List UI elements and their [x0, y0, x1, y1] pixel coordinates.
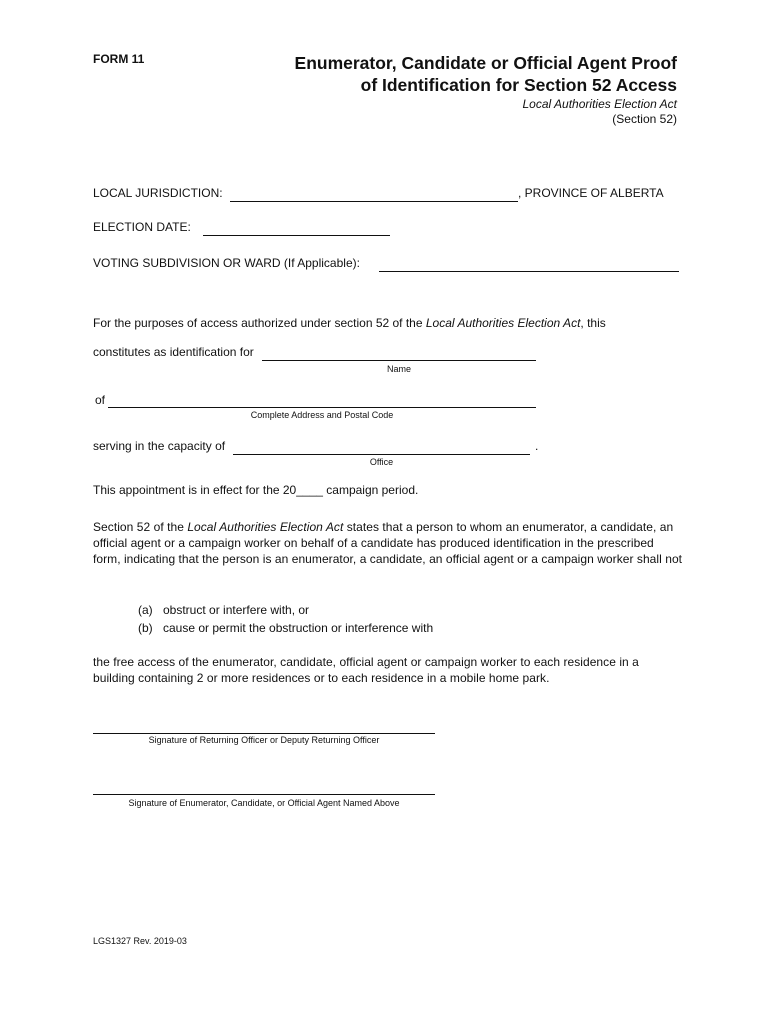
election-date-label: ELECTION DATE: [93, 220, 191, 234]
voting-subdivision-label: VOTING SUBDIVISION OR WARD (If Applicable): [93, 256, 360, 270]
form-title-line1: Enumerator, Candidate or Official Agent Proof [294, 53, 677, 73]
act-name: Local Authorities Election Act [522, 97, 677, 111]
of-label: of [95, 393, 106, 407]
returning-officer-signature-field[interactable] [93, 733, 435, 734]
form-code: LGS1327 Rev. 2019-03 [93, 936, 187, 946]
enumerator-signature-field[interactable] [93, 794, 435, 795]
constitutes-label: constitutes as identification for [93, 345, 254, 359]
office-field[interactable] [233, 454, 530, 455]
local-jurisdiction-field[interactable] [230, 201, 518, 202]
section52-prefix: Section 52 of the [93, 520, 188, 534]
act-reference [522, 97, 677, 127]
name-field[interactable] [262, 360, 536, 361]
section52-item-a [138, 601, 309, 619]
section52-item-b [138, 619, 433, 637]
name-caption: Name [386, 364, 411, 374]
section52-suffix: states that a person to whom an enumerator, a candidate, an official agent or a campaign worker on behalf of a candidate has produced identification in the prescribed form, indicating that the person is an enumerator, a candidate, an official agent or a campaign worker shall not [93, 520, 683, 566]
local-jurisdiction-label: LOCAL JURISDICTION: [93, 186, 223, 200]
appointment-suffix: campaign period. [322, 483, 419, 497]
office-caption: Office [369, 457, 394, 467]
item-text: obstruct or interfere with, or [163, 603, 310, 617]
province-suffix: , PROVINCE OF ALBERTA [518, 186, 664, 200]
appointment-statement [93, 483, 418, 497]
enumerator-signature-caption: Signature of Enumerator, Candidate, or Official Agent Named Above [128, 798, 400, 808]
item-label: (b) [138, 621, 153, 635]
section52-paragraph [93, 519, 683, 567]
form-title [295, 52, 677, 96]
item-text: cause or permit the obstruction or interference with [163, 621, 434, 635]
appointment-prefix: This appointment is in effect for the 20 [93, 483, 297, 497]
capacity-period: . [535, 439, 539, 453]
intro-suffix: , this [580, 316, 606, 330]
address-field[interactable] [108, 407, 536, 408]
intro-prefix: For the purposes of access authorized under section 52 of the [93, 316, 426, 330]
form-number: FORM 11 [93, 52, 145, 66]
election-date-field[interactable] [203, 235, 390, 236]
returning-officer-signature-caption: Signature of Returning Officer or Deputy Returning Officer [148, 735, 380, 745]
capacity-label: serving in the capacity of [93, 439, 226, 453]
section52-act-name: Local Authorities Election Act [187, 520, 344, 534]
intro-act-name: Local Authorities Election Act [425, 316, 581, 330]
item-label: (a) [138, 603, 153, 617]
voting-subdivision-field[interactable] [379, 271, 679, 272]
form-title-line2: of Identification for Section 52 Access [360, 75, 677, 95]
section52-closing: the free access of the enumerator, candidate, official agent or campaign worker to each residence in a building containing 2 or more residences or to each residence in a mobile home park. [93, 655, 639, 685]
identification-intro [93, 316, 606, 330]
address-caption: Complete Address and Postal Code [250, 410, 394, 420]
section-reference: (Section 52) [612, 112, 677, 126]
appointment-year-field[interactable]: ____ [296, 483, 323, 497]
